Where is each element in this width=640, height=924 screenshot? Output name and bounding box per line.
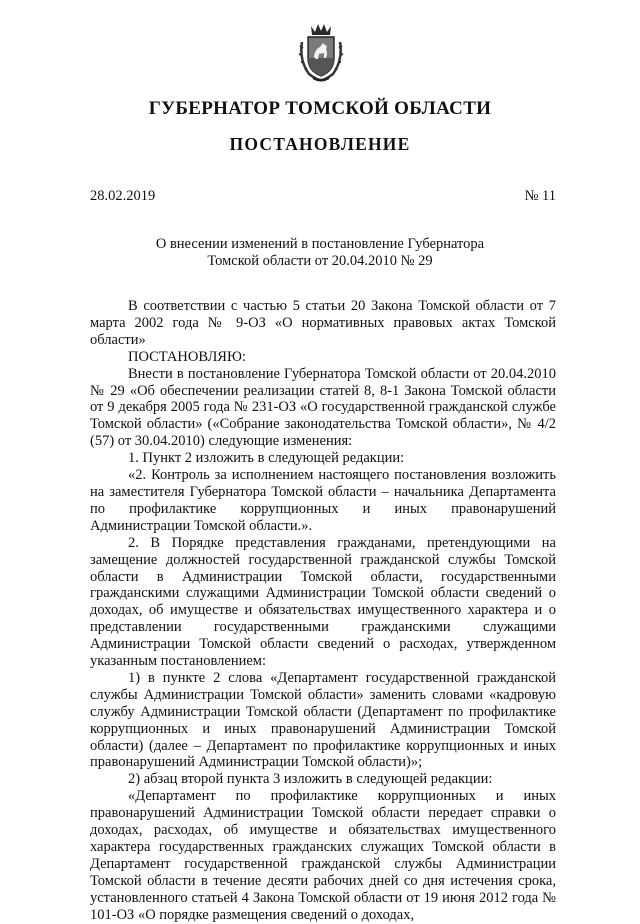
body-paragraph: Внести в постановление Губернатора Томской области от 20.04.2010 № 29 «Об обеспечении реализации статей 8, 8-1 Закона Томской области от 9 декабря 2005 года № 231-ОЗ «О государственной гражданской службе Томской области» («Собрание законодательства Томской области», № 4/2 (57) от 30.04.2010) следующие изменения:: [90, 365, 556, 450]
body-paragraph: 1. Пункт 2 изложить в следующей редакции:: [128, 450, 405, 467]
body-paragraph: В соответствии с частью 5 статьи 20 Закона Томской области от 7 марта 2002 года № 9-ОЗ «О нормативных правовых актах Томской области»: [90, 298, 556, 348]
resolution-keyword: ПОСТАНОВЛЯЮ:: [128, 348, 246, 365]
tomsk-coat-of-arms-icon: [297, 22, 345, 84]
organization-title: ГУБЕРНАТОР ТОМСКОЙ ОБЛАСТИ: [148, 98, 492, 119]
body-paragraph: «Департамент по профилактике коррупционных и иных правонарушений Администрации Томской области передает справки о доходах, расходах, об имуществе и обязательствах имущественного характера государственных гражданских служащих Томской области в Департамент государственной гражданской службы Администрации Томской области в течение десяти рабочих дней со дня истечения срока, установленного статьей 4 Закона Томской области от 19 июня 2012 года № 101-ОЗ «О порядке размещения сведений о доходах,: [90, 788, 556, 923]
document-body: [90, 298, 556, 924]
document-number: № 11: [524, 188, 556, 204]
subject-line: Томской области от 20.04.2010 № 29: [207, 253, 433, 269]
document-date: 28.02.2019: [90, 188, 156, 204]
body-paragraph: 2) абзац второй пункта 3 изложить в следующей редакции:: [128, 771, 493, 788]
body-paragraph: 1) в пункте 2 слова «Департамент государственной гражданской службы Администрации Томской области» заменить словами «кадровую службу Администрации Томской области (Департамент по профилактике коррупционных и иных правонарушений Администрации Томской области) (далее – Департамент по профилактике коррупционных и иных правонарушений Администрации Томской области)»;: [90, 669, 556, 771]
document-type-title: ПОСТАНОВЛЕНИЕ: [229, 134, 411, 154]
subject-line: О внесении изменений в постановление Губернатора: [155, 236, 485, 252]
document-subject: [0, 236, 640, 270]
body-paragraph: 2. В Порядке представления гражданами, претендующими на замещение должностей государственной гражданской службы Томской области в Администрации Томской области, государственными гражданскими служащими Администрации Томской области сведений о доходах, об имуществе и обязательствах имущественного характера и о представлении государственными гражданскими служащими Администрации Томской области сведений о расходах, утвержденном указанным постановлением:: [90, 534, 556, 670]
body-paragraph: «2. Контроль за исполнением настоящего постановления возложить на заместителя Губернатора Томской области – начальника Департамента по профилактике коррупционных и иных правонарушений Администрации Томской области.».: [90, 467, 556, 534]
